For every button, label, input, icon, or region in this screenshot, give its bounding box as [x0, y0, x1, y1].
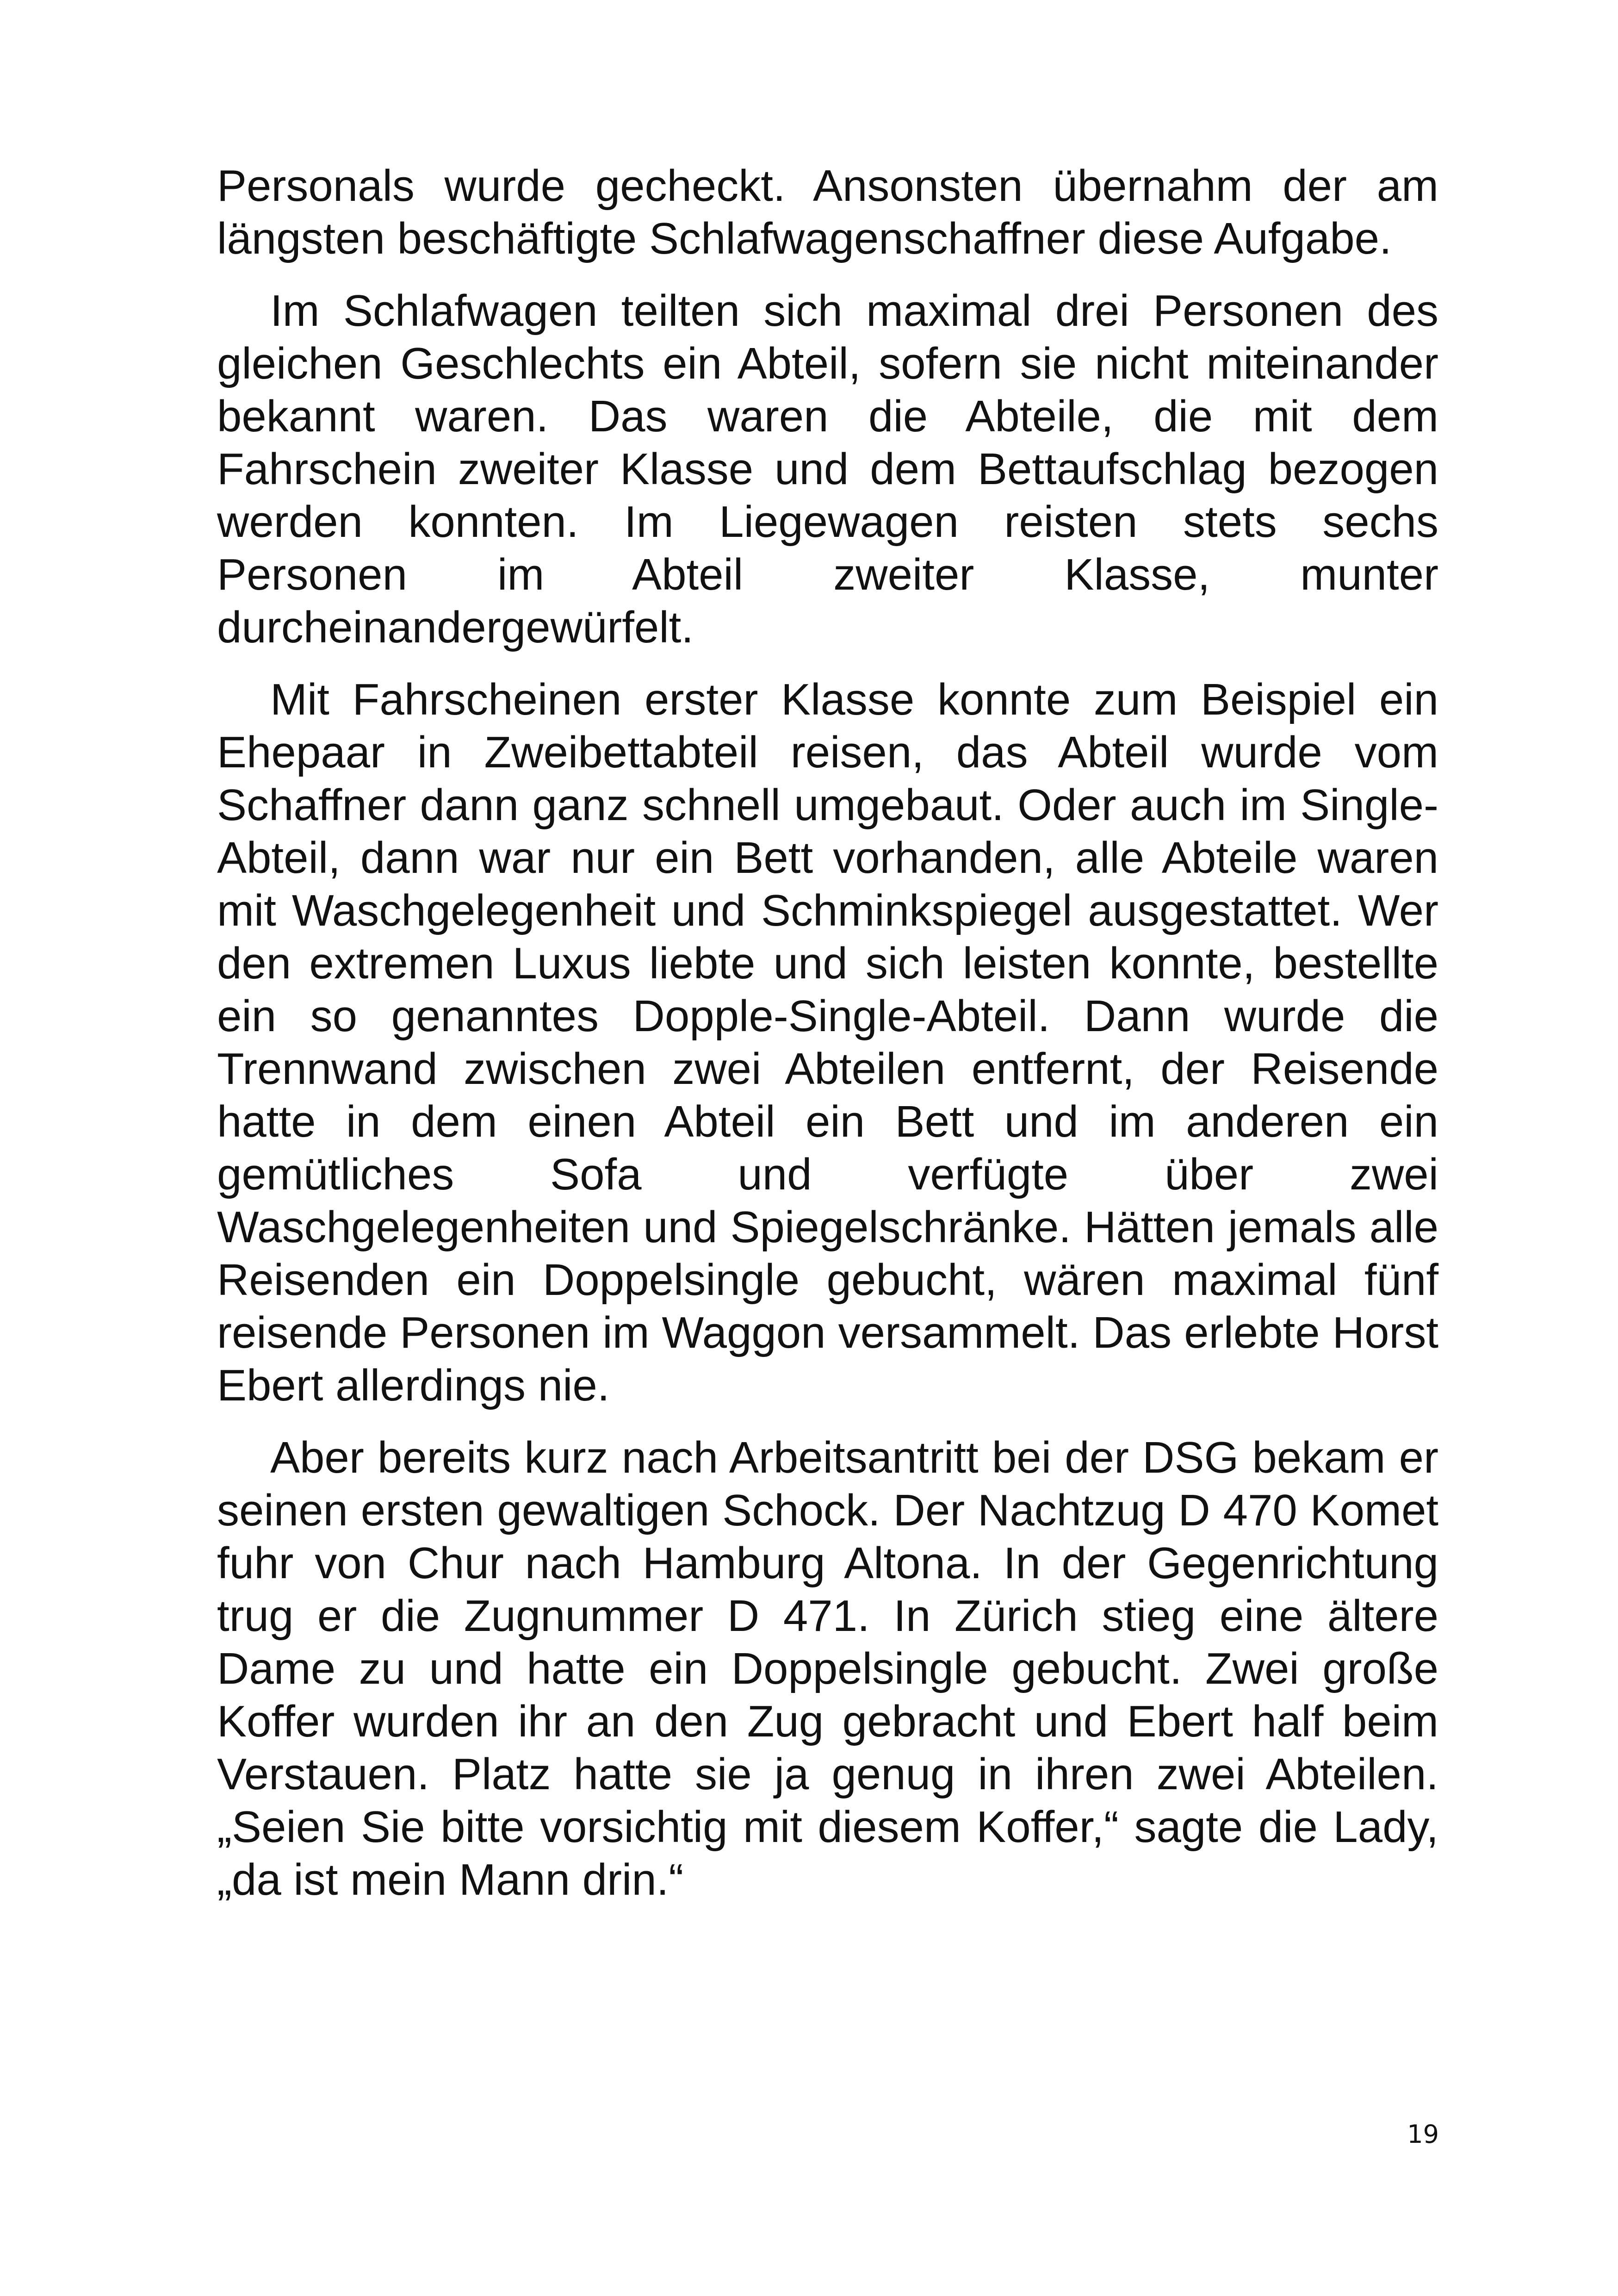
paragraph: Im Schlafwagen teilten sich maximal drei Personen des gleichen Geschlechts ein Abteil, sofern sie nicht miteinander bekannt waren. Das waren die Abteile, die mit dem Fahrschein zweiter Klasse und dem Bettaufschlag bezogen werden konnten. Im Liegewagen reisten stets sechs Personen im Abteil zweiter Klasse, munter durcheinandergewürfelt.	[217, 286, 1438, 652]
body-text	[217, 160, 1438, 1926]
paragraph: Aber bereits kurz nach Arbeitsantritt bei der DSG bekam er seinen ersten gewaltigen Schock. Der Nachtzug D 470 Komet fuhr von Chur nach Hamburg Altona. In der Gegenrichtung trug er die Zugnummer D 471. In Zürich stieg eine ältere Dame zu und hatte ein Doppelsingle gebucht. Zwei große Koffer wurden ihr an den Zug gebracht und Ebert half beim Verstauen. Platz hatte sie ja genug in ihren zwei Abteilen. „Seien Sie bitte vorsichtig mit diesem Koffer,“ sagte die Lady, „da ist mein Mann drin.“	[217, 1433, 1438, 1904]
page-number: 19	[1407, 2120, 1439, 2149]
paragraph: Mit Fahrscheinen erster Klasse konnte zum Beispiel ein Ehepaar in Zweibettabteil reisen, das Abteil wurde vom Schaffner dann ganz schnell umgebaut. Oder auch im Single-Abteil, dann war nur ein Bett vorhanden, alle Abteile waren mit Waschgelegenheit und Schminkspiegel ausgestattet. Wer den extremen Luxus liebte und sich leisten konnte, bestellte ein so genanntes Dopple-Single-Abteil. Dann wurde die Trennwand zwischen zwei Abteilen entfernt, der Reisende hatte in dem einen Abteil ein Bett und im anderen ein gemütliches Sofa und verfügte über zwei Waschgelegenheiten und Spiegelschränke. Hätten jemals alle Reisenden ein Doppelsingle gebucht, wären maximal fünf reisende Personen im Waggon versammelt. Das erlebte Horst Ebert allerdings nie.	[217, 675, 1438, 1410]
paragraph: Personals wurde gecheckt. Ansonsten übernahm der am längsten beschäftigte Schlafwagenschaffner diese Aufgabe.	[217, 161, 1438, 263]
